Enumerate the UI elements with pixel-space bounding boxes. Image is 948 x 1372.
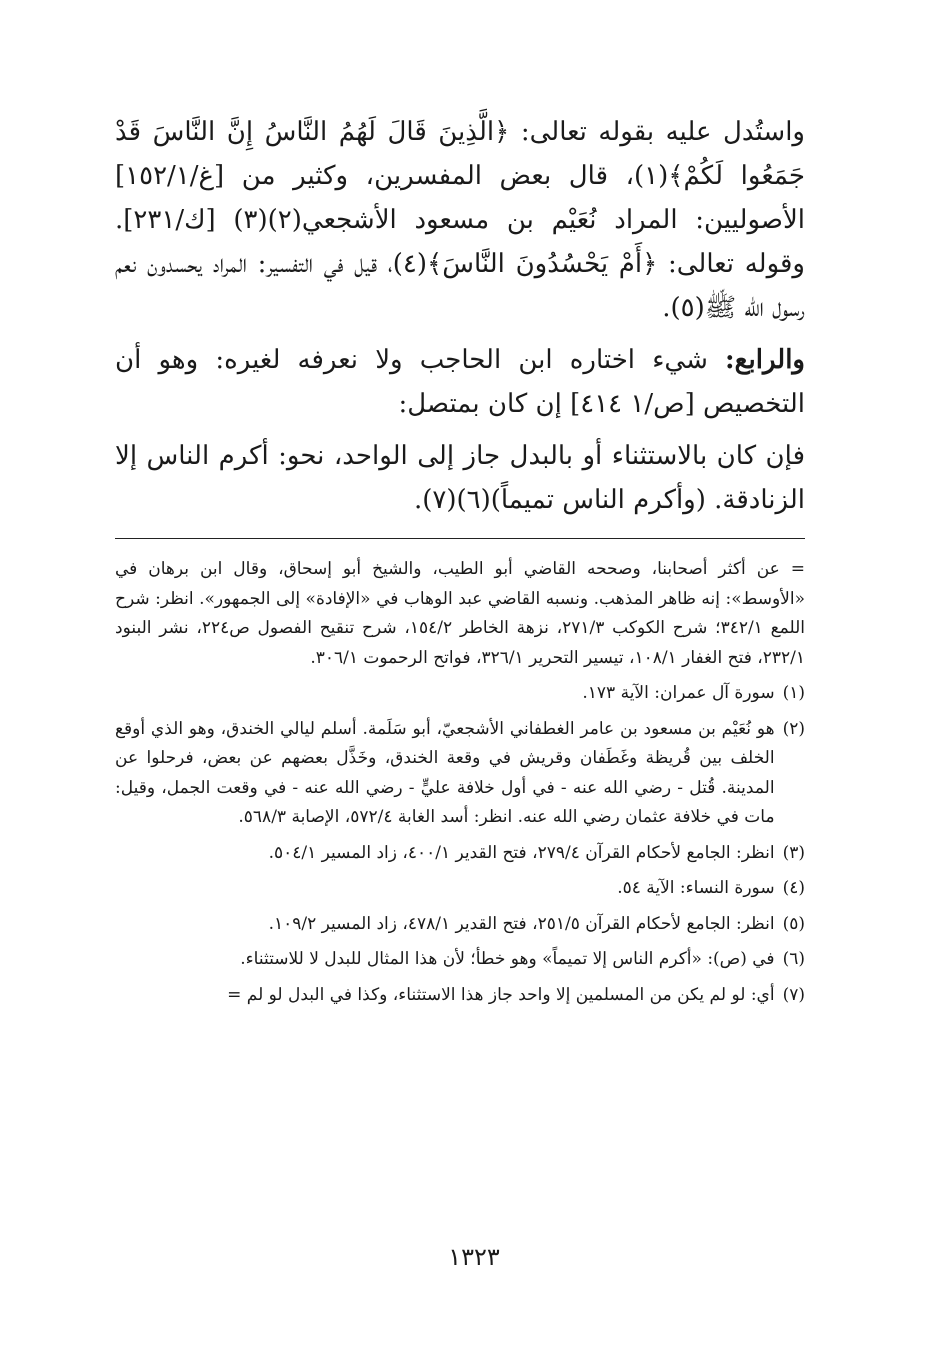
footnote-5 [115,910,805,940]
footnote-number: (١) [782,683,805,703]
footnote-divider [115,538,805,539]
paragraph-2 [115,338,805,426]
paragraph-3: فإن كان بالاستثناء أو بالبدل جاز إلى الواحد، نحو: أكرم الناس إلا الزنادقة. (وأكرم الناس تميماً)(٦)(٧). [115,441,805,515]
paragraph-1: واستُدل عليه بقوله تعالى: ﴿الَّذِينَ قَالَ لَهُمُ النَّاسُ إِنَّ النَّاسَ قَدْ جَمَعُوا لَكُمْ﴾(١)، قال بعض المفسرين، وكثير من [غ/١٥٢/١] الأصوليين: المراد نُعَيْم بن مسعود الأشجعي(٢)(٣) [ك/٢٣١]. وقوله تعالى: ﴿أَمْ يَحْسُدُونَ النَّاسَ﴾(٤)، قيل في التفسير: المراد يحسدون نعم رسول الله ﷺ(٥). [115,117,805,323]
footnote-text: هو نُعَيْم بن مسعود بن عامر الغطفاني الأشجعيّ، أبو سَلَمة. أسلم ليالي الخندق، وهو الذي أوقع الخلف بين قُريظة وغَطَفان وقريش في وقعة الخندق، وخَذَّل بعضهم عن بعض، فرحلوا عن المدينة. قُتل - رضي الله عنه - في أول خلافة عليٍّ - رضي الله عنه - في وقعت الجمل، وقيل: مات في خلافة عثمان رضي الله عنه. انظر: أسد الغابة ٥٧٢/٤، الإصابة ٥٦٨/٣. [115,718,775,827]
footnote-text: سورة النساء: الآية ٥٤. [617,878,775,898]
paragraph-2-body: شيء اختاره ابن الحاجب ولا نعرفه لغيره: وهو أن التخصيص [ص/١ ٤١٤] إن كان بمتصل: [115,345,805,419]
paragraph-2-lead: والرابع: [725,345,805,375]
footnote-continuation: = عن أكثر أصحابنا، وصححه القاضي أبو الطيب، والشيخ أبو إسحاق، وقال ابن برهان في «الأوسط»: إنه ظاهر المذهب. ونسبه القاضي عبد الوهاب في «الإفادة» إلى الجمهور». انظر: شرح اللمع ٣٤٢/١؛ شرح الكوكب ٢٧١/٣، نزهة الخاطر ١٥٤/٢، شرح تنقيح الفصول ص٢٢٤، نشر البنود ٢٣٢/١، فتح الغفار ١٠٨/١، تيسير التحرير ٣٢٦/١، فواتح الرحموت ٣٠٦/١. [115,559,806,668]
page-number: ١٣٢٣ [448,1243,500,1271]
footnote-number: (٧) [782,984,805,1005]
main-text [115,110,805,522]
footnote-4 [115,874,805,904]
footnote-text: في (ص): «أكرم الناس إلا تميماً» وهو خطأ؛ لأن هذا المثال للبدل لا للاستثناء. [240,949,775,969]
footnote-6 [115,945,805,975]
footnote-2 [115,715,805,833]
footnote-text: أي: لو لم يكن من المسلمين إلا واحد جاز هذا الاستثناء، وكذا في البدل لو لم = [227,984,775,1005]
footnote-3 [115,839,805,869]
footnote-number: (٣) [782,842,805,863]
footnote-text: انظر: الجامع لأحكام القرآن ٢٧٩/٤، فتح القدير ٤٠٠/١، زاد المسير ٥٠٤/١. [268,842,775,863]
footnote-1 [115,679,805,709]
footnote-number: (٢) [782,718,805,739]
footnotes [115,555,805,1010]
footnote-number: (٤) [782,878,805,898]
footnote-7 [115,981,805,1011]
page-body [115,110,805,1016]
footnote-number: (٦) [782,949,805,969]
footnote-text: سورة آل عمران: الآية ١٧٣. [582,683,775,703]
footnote-text: انظر: الجامع لأحكام القرآن ٢٥١/٥، فتح القدير ٤٧٨/١، زاد المسير ١٠٩/٢. [268,913,775,934]
footnote-number: (٥) [782,913,805,934]
